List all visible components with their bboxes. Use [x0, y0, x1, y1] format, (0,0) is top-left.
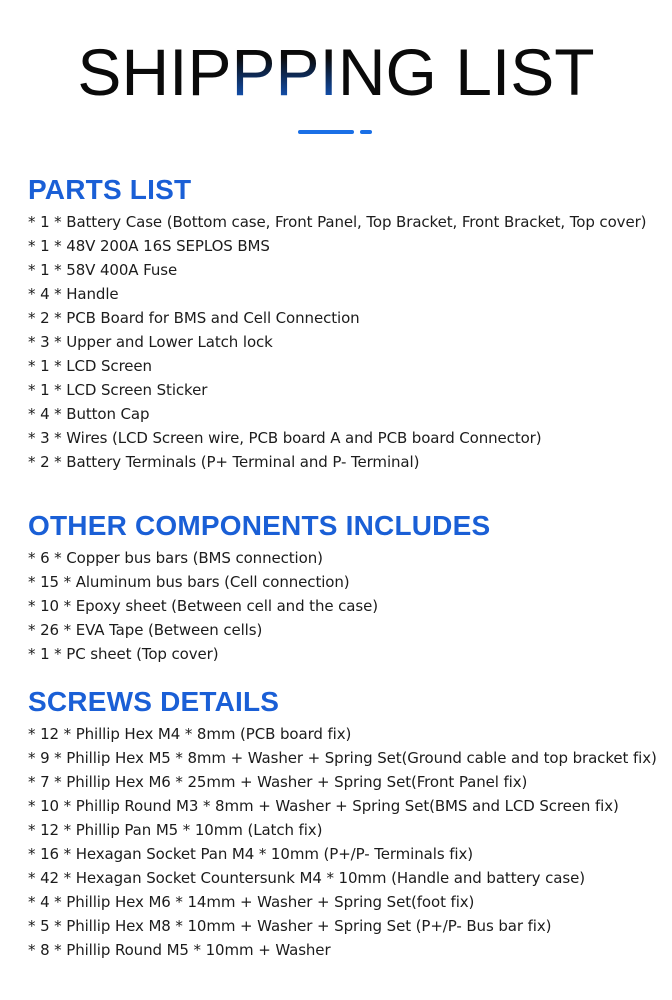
list-item: * 4 * Button Cap — [28, 405, 150, 423]
title-part-end: NG LIST — [337, 35, 595, 109]
list-item: * 6 * Copper bus bars (BMS connection) — [28, 549, 323, 567]
list-item: * 12 * Phillip Pan M5 * 10mm (Latch fix) — [28, 821, 323, 839]
list-item: * 16 * Hexagan Socket Pan M4 * 10mm (P+/P- Terminals fix) — [28, 845, 473, 863]
list-item: * 1 * LCD Screen — [28, 357, 152, 375]
title-part-start: SHIP — [77, 35, 232, 109]
list-item: * 2 * PCB Board for BMS and Cell Connection — [28, 309, 360, 327]
list-item: * 8 * Phillip Round M5 * 10mm + Washer — [28, 941, 331, 959]
list-item: * 2 * Battery Terminals (P+ Terminal and P- Terminal) — [28, 453, 420, 471]
list-item: * 1 * PC sheet (Top cover) — [28, 645, 219, 663]
list-item: * 5 * Phillip Hex M8 * 10mm + Washer + Spring Set (P+/P- Bus bar fix) — [28, 917, 552, 935]
title-container — [0, 36, 672, 108]
list-item: * 10 * Phillip Round M3 * 8mm + Washer + Spring Set(BMS and LCD Screen fix) — [28, 797, 619, 815]
section-title: PARTS LIST — [28, 174, 192, 205]
list-item: * 15 * Aluminum bus bars (Cell connection) — [28, 573, 350, 591]
screws-details-section — [28, 686, 668, 962]
list-item: * 3 * Upper and Lower Latch lock — [28, 333, 273, 351]
section-title: SCREWS DETAILS — [28, 686, 280, 717]
list-item: * 4 * Handle — [28, 285, 119, 303]
title-part-highlight: PPI — [231, 35, 338, 109]
list-item: * 7 * Phillip Hex M6 * 25mm + Washer + Spring Set(Front Panel fix) — [28, 773, 528, 791]
list-item: * 3 * Wires (LCD Screen wire, PCB board A and PCB board Connector) — [28, 429, 542, 447]
section-title: OTHER COMPONENTS INCLUDES — [28, 510, 491, 541]
list-item: * 1 * Battery Case (Bottom case, Front Panel, Top Bracket, Front Bracket, Top cover) — [28, 213, 647, 231]
screws-list — [28, 722, 668, 962]
list-item: * 4 * Phillip Hex M6 * 14mm + Washer + Spring Set(foot fix) — [28, 893, 475, 911]
list-item: * 26 * EVA Tape (Between cells) — [28, 621, 263, 639]
title-divider-short — [360, 130, 372, 134]
other-components-section — [28, 510, 668, 666]
list-item: * 12 * Phillip Hex M4 * 8mm (PCB board fix) — [28, 725, 352, 743]
parts-list-section — [28, 174, 668, 474]
list-item: * 1 * 58V 400A Fuse — [28, 261, 178, 279]
list-item: * 9 * Phillip Hex M5 * 8mm + Washer + Spring Set(Ground cable and top bracket fix) — [28, 749, 657, 767]
list-item: * 1 * LCD Screen Sticker — [28, 381, 208, 399]
parts-list — [28, 210, 668, 474]
title-divider-long — [298, 130, 354, 134]
page-title — [77, 36, 594, 108]
list-item: * 42 * Hexagan Socket Countersunk M4 * 10mm (Handle and battery case) — [28, 869, 585, 887]
other-components-list — [28, 546, 668, 666]
list-item: * 1 * 48V 200A 16S SEPLOS BMS — [28, 237, 270, 255]
list-item: * 10 * Epoxy sheet (Between cell and the case) — [28, 597, 378, 615]
